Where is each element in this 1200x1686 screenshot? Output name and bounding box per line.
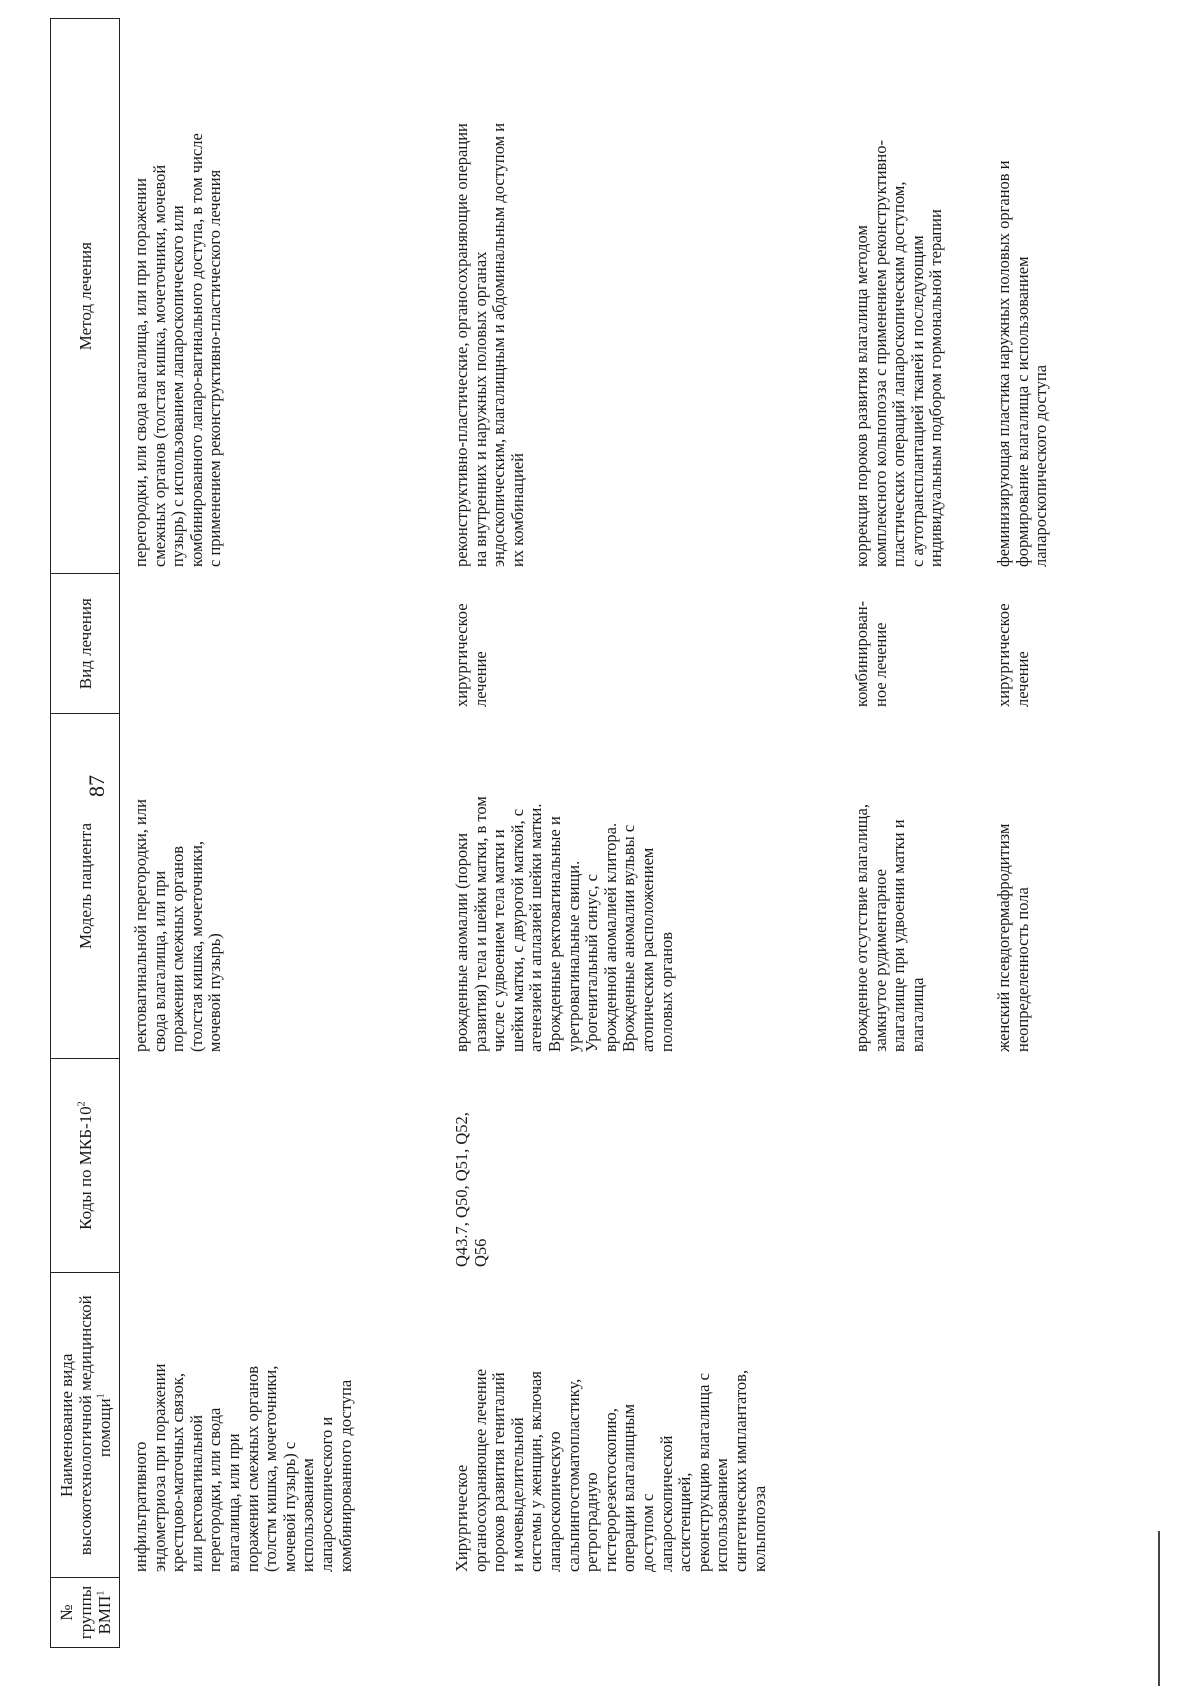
table-row xyxy=(853,18,946,1648)
vmp-table xyxy=(50,18,1051,1648)
cell-group-number xyxy=(853,1578,946,1648)
header-icd-codes xyxy=(51,1058,119,1273)
cell-vmp-name xyxy=(853,1273,946,1578)
header-vmp-name-label: Наименование вида высокотехнологичной медицинской помощи xyxy=(56,1295,114,1556)
cell-vmp-name: инфильтративного эндометриоза при поражении крестцово-маточных связок, или ректовагинальной перегородки, или свода влагалища, или при поражении смежных органов (толстм кишка, мочеточники, мочевой пузырь) с использованием лапароскопического и комбинированного доступа xyxy=(131,1363,355,1572)
cell-treatment-method: реконструктивно-пластические, органосохраняющие операции на внутренних и наружных половых органах эндоскопическим, влагалищным и абдоминальным доступом и их комбинацией xyxy=(452,122,527,567)
table-row xyxy=(453,18,769,1648)
margin-rule xyxy=(1158,1531,1160,1686)
cell-group-number xyxy=(132,1578,355,1648)
cell-patient-model: врожденные аномалии (пороки развития) тела и шейки матки, в том числе с удвоением тела матки и шейки матки, с двурогой маткой, с агенезией и аплазией шейки матки. Врожденные ректовагинальные и уретровагинальные свищи. Урогенитальный синус, с врожденной аномалией клитора. Врожденные аномалии вульвы с атопическим расположением половых органов xyxy=(452,796,676,1052)
footnote-marker: 2 xyxy=(75,1101,87,1107)
cell-patient-model: врожденное отсутствие влагалища, замкнутое рудиментарное влагалище при удвоении матки и влагалища xyxy=(852,804,927,1052)
table-header xyxy=(50,18,120,1648)
header-vmp-name xyxy=(51,1272,119,1577)
cell-treatment-type: комбинирован- ное лечение xyxy=(852,600,890,707)
table-row xyxy=(132,18,355,1648)
header-group-number-label: № группы ВМП xyxy=(56,1585,114,1640)
cell-icd-codes xyxy=(132,1058,355,1273)
cell-treatment-method: коррекция пороков развития влагалища методом комплексного кольпопоэза с применением реконструктивно- пластических операций лапароскопическим доступом, с аутотрансплантацией тканей и последующим индивидуальным подбором гормональной терапии xyxy=(852,140,946,567)
cell-icd-codes xyxy=(853,1058,946,1273)
header-treatment-method: Метод лечения xyxy=(75,242,95,351)
table-row xyxy=(995,18,1051,1648)
cell-treatment-type: хирургическое лечение xyxy=(994,603,1032,707)
cell-icd-codes: Q43.7, Q50, Q51, Q52, Q56 xyxy=(452,1112,490,1267)
cell-icd-codes xyxy=(995,1058,1051,1273)
cell-patient-model: женский псевдогермафродитизм неопределенность пола xyxy=(994,823,1032,1052)
cell-patient-model: ректовагинальной перегородки, или свода влагалища, или при поражении смежных органов (толстая кишка, мочеточники, мочевой пузырь) xyxy=(131,799,225,1052)
header-group-number xyxy=(51,1577,119,1647)
cell-treatment-type: хирургическое лечение xyxy=(452,603,490,707)
cell-treatment-method: перегородки, или свода влагалища, или при поражении смежных органов (толстая кишка, мочеточники, мочевой пузырь) с использованием лапароскопического или комбинированного лапаро-вагинального доступа, в том числе с применением реконструктивно-пластического лечения xyxy=(131,133,225,567)
header-icd-codes-label: Коды по МКБ-10 xyxy=(75,1106,95,1230)
cell-vmp-name: Хирургическое органосохраняющее лечение пороков развития гениталий и мочевыделительной системы у женщин, включая лапароскопическую сальпингостоматопластику, ретроградную гистерорезектоскопию, операции влагалищным доступом с лапароскопической ассистенцией, реконструкцию влагалища с использованием синтетических имплантатов, кольпопоэза xyxy=(452,1368,769,1572)
header-patient-model: Модель пациента xyxy=(51,713,119,1058)
footnote-marker: 1 xyxy=(94,1590,106,1596)
cell-treatment-type xyxy=(132,573,355,713)
page-number: 87 xyxy=(84,775,109,797)
cell-treatment-method: феминизирующая пластика наружных половых органов и формирование влагалища с использованием лапароскопического доступа xyxy=(994,160,1051,567)
header-treatment-type: Вид лечения xyxy=(51,573,119,713)
cell-group-number xyxy=(995,1578,1051,1648)
cell-group-number xyxy=(453,1578,769,1648)
cell-vmp-name xyxy=(995,1273,1051,1578)
footnote-marker: 1 xyxy=(94,1393,106,1399)
